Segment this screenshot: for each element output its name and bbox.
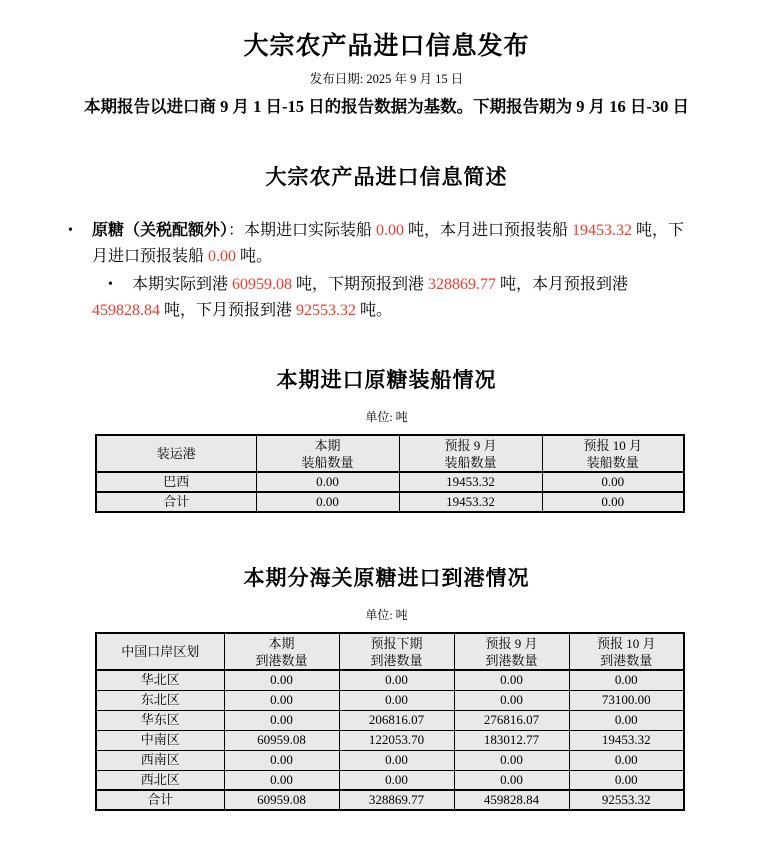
table-cell: 0.00 xyxy=(454,770,569,790)
table-cell: 276816.07 xyxy=(454,710,569,730)
bullet-segment: 原糖（关税配额外） xyxy=(92,222,229,239)
header-cell-oct xyxy=(542,435,684,472)
shipping-table xyxy=(95,434,685,513)
header-line: 中国口岸区划 xyxy=(121,644,200,659)
summary-bullet-list xyxy=(68,218,700,324)
table-cell: 0.00 xyxy=(224,770,339,790)
header-cell-sep xyxy=(454,633,569,670)
header-cell-current xyxy=(224,633,339,670)
bullet-segment: 吨，本月进口预报装船 xyxy=(404,222,573,239)
bullet-segment: 吨，下月预报到港 xyxy=(160,302,297,319)
table-cell: 0.00 xyxy=(224,710,339,730)
table-cell: 华北区 xyxy=(96,670,224,690)
table-cell: 华东区 xyxy=(96,710,224,730)
bullet-item-arrival xyxy=(92,272,700,324)
table-cell: 19453.32 xyxy=(399,472,542,492)
table-cell: 合计 xyxy=(96,492,256,512)
header-line: 预报 9 月 xyxy=(444,437,497,453)
header-cell-region xyxy=(96,633,224,670)
shipping-section-heading: 本期进口原糖装船情况 xyxy=(276,368,497,392)
bullet-segment: 吨。 xyxy=(236,248,273,265)
header-line: 到港数量 xyxy=(600,652,653,668)
table-cell: 0.00 xyxy=(339,670,454,690)
header-line: 预报 10 月 xyxy=(583,437,642,453)
table-cell: 122053.70 xyxy=(339,730,454,750)
table-cell: 0.00 xyxy=(569,750,684,770)
table-cell: 0.00 xyxy=(569,710,684,730)
table-cell: 西南区 xyxy=(96,750,224,770)
table-cell: 0.00 xyxy=(339,770,454,790)
header-line: 本期 xyxy=(268,635,295,651)
publish-date: 发布日期: 2025 年 9 月 15 日 xyxy=(309,72,464,86)
table-cell: 0.00 xyxy=(569,670,684,690)
table-cell: 328869.77 xyxy=(339,790,454,810)
bullet-item-shipping xyxy=(68,218,700,270)
table-cell: 中南区 xyxy=(96,730,224,750)
table-row-huabei xyxy=(96,670,684,690)
table-cell: 0.00 xyxy=(454,670,569,690)
bullet-segment: 0.00 xyxy=(376,222,405,239)
table-cell: 73100.00 xyxy=(569,690,684,710)
table-cell: 0.00 xyxy=(542,472,684,492)
bullet-segment: 92553.32 xyxy=(296,302,357,319)
table-cell: 0.00 xyxy=(256,492,399,512)
table-cell: 西北区 xyxy=(96,770,224,790)
table-cell: 0.00 xyxy=(224,690,339,710)
header-line: 预报下期 xyxy=(370,635,423,651)
table-cell: 0.00 xyxy=(454,750,569,770)
summary-heading: 大宗农产品进口信息简述 xyxy=(265,165,508,189)
table-cell: 合计 xyxy=(96,790,224,810)
table-row-zhongnan xyxy=(96,730,684,750)
bullet-segment: 19453.32 xyxy=(572,222,633,239)
header-line: 装船数量 xyxy=(301,454,354,470)
bullet-icon: • xyxy=(108,277,113,292)
header-line: 装运港 xyxy=(156,446,196,461)
header-line: 到港数量 xyxy=(370,652,423,668)
header-line: 预报 9 月 xyxy=(485,635,538,651)
table-cell: 92553.32 xyxy=(569,790,684,810)
bullet-segment: 本期实际到港 xyxy=(132,276,233,293)
table-header-row xyxy=(96,633,684,670)
report-period-note: 本期报告以进口商 9 月 1 日-15 日的报告数据为基数。下期报告期为 9 月 16 日-30 日 xyxy=(84,97,689,116)
header-line: 到港数量 xyxy=(485,652,538,668)
header-line: 装船数量 xyxy=(586,454,639,470)
table-row-dongbei xyxy=(96,690,684,710)
table-cell: 19453.32 xyxy=(399,492,542,512)
arrival-section-heading: 本期分海关原糖进口到港情况 xyxy=(243,566,530,590)
arrival-unit-label: 单位: 吨 xyxy=(365,608,408,622)
table-cell: 0.00 xyxy=(339,750,454,770)
table-cell: 206816.07 xyxy=(339,710,454,730)
bullet-segment: 吨，下月进口预报装船 xyxy=(92,222,685,265)
bullet-segment: 吨，下期预报到港 xyxy=(292,276,429,293)
table-cell: 60959.08 xyxy=(224,790,339,810)
table-cell: 19453.32 xyxy=(569,730,684,750)
header-line: 本期 xyxy=(314,437,341,453)
header-cell-port xyxy=(96,435,256,472)
table-cell: 巴西 xyxy=(96,472,256,492)
table-cell: 东北区 xyxy=(96,690,224,710)
table-row-xinan xyxy=(96,750,684,770)
table-cell: 0.00 xyxy=(339,690,454,710)
table-row-total xyxy=(96,790,684,810)
table-cell: 459828.84 xyxy=(454,790,569,810)
table-row-huadong xyxy=(96,710,684,730)
header-cell-next xyxy=(339,633,454,670)
table-cell: 0.00 xyxy=(542,492,684,512)
bullet-segment: 459828.84 xyxy=(92,302,160,319)
bullet-segment: ：本期进口实际装船 xyxy=(228,222,377,239)
table-row-brazil xyxy=(96,472,684,492)
table-cell: 0.00 xyxy=(224,670,339,690)
table-row-total xyxy=(96,492,684,512)
table-cell: 0.00 xyxy=(569,770,684,790)
shipping-unit-label: 单位: 吨 xyxy=(365,410,408,424)
table-row-xibei xyxy=(96,770,684,790)
bullet-segment: 吨。 xyxy=(356,302,393,319)
table-header-row xyxy=(96,435,684,472)
bullet-segment: 吨，本月预报到港 xyxy=(496,276,629,293)
table-cell: 183012.77 xyxy=(454,730,569,750)
header-line: 装船数量 xyxy=(444,454,497,470)
table-cell: 0.00 xyxy=(454,690,569,710)
arrival-table xyxy=(95,632,685,811)
header-cell-current xyxy=(256,435,399,472)
table-cell: 0.00 xyxy=(256,472,399,492)
header-cell-oct xyxy=(569,633,684,670)
table-cell: 0.00 xyxy=(224,750,339,770)
bullet-icon: • xyxy=(68,223,73,238)
bullet-segment: 0.00 xyxy=(208,248,237,265)
bullet-segment: 60959.08 xyxy=(232,276,293,293)
header-line: 到港数量 xyxy=(255,652,308,668)
bullet-segment: 328869.77 xyxy=(428,276,497,293)
page-title: 大宗农产品进口信息发布 xyxy=(243,33,530,60)
header-line: 预报 10 月 xyxy=(596,635,656,651)
header-cell-sep xyxy=(399,435,542,472)
table-cell: 60959.08 xyxy=(224,730,339,750)
